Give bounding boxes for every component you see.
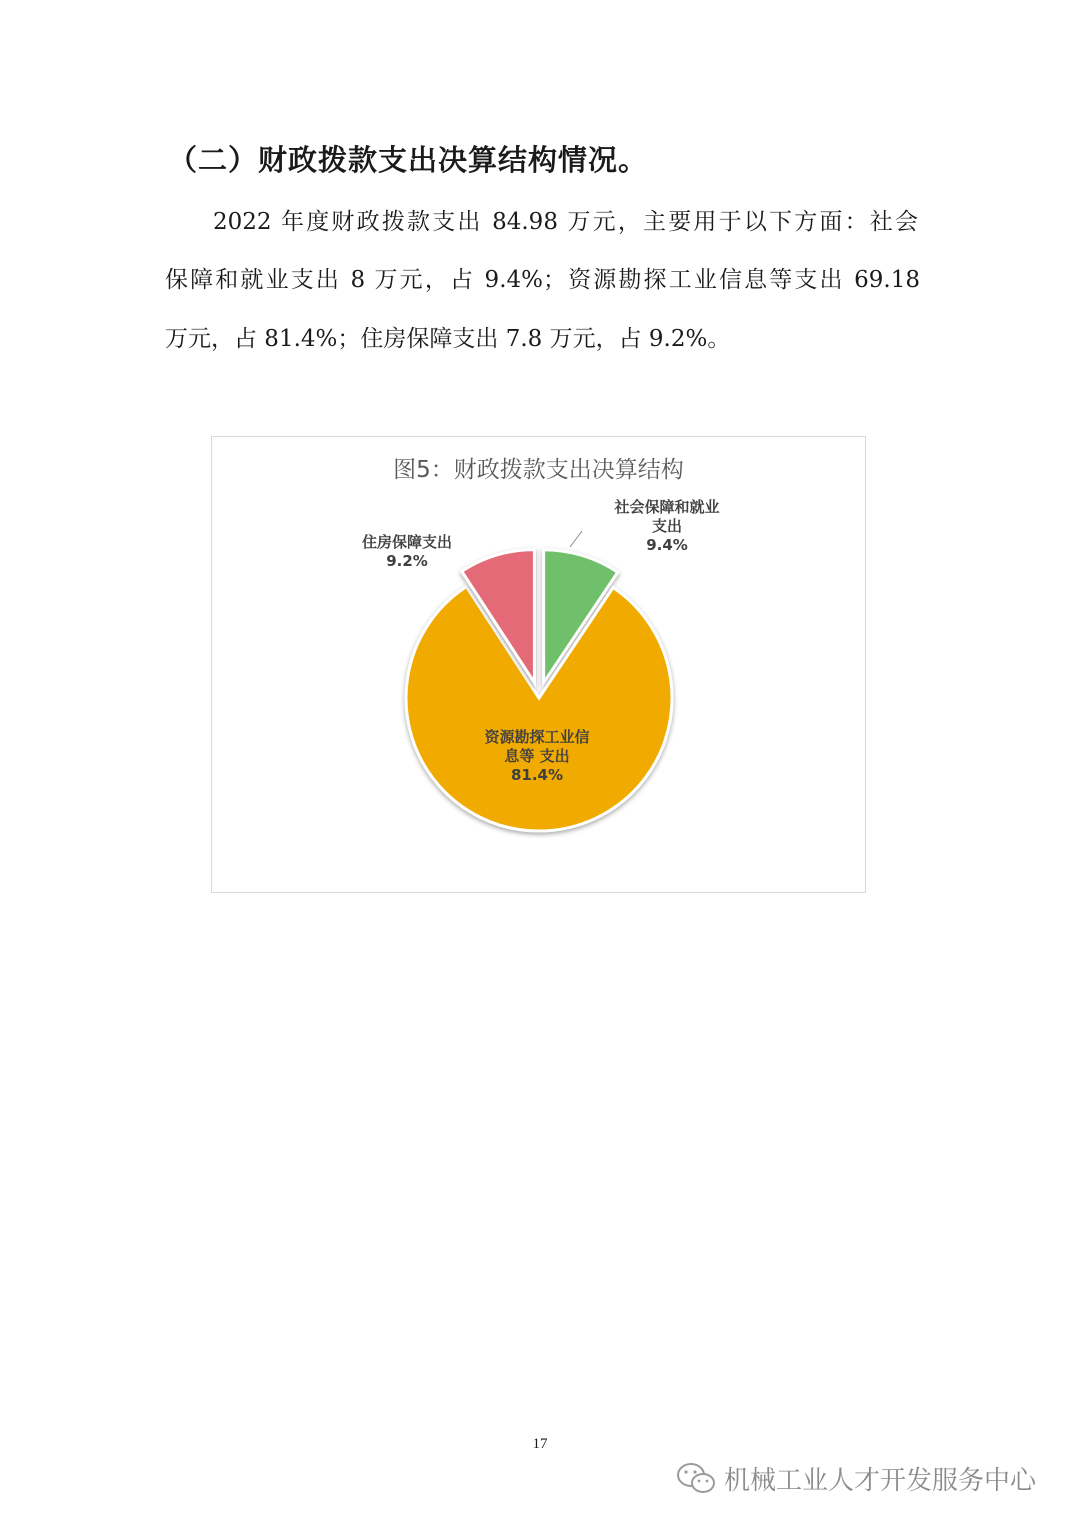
- watermark: [674, 1460, 1036, 1497]
- slice-label-social-security: [592, 498, 742, 555]
- slice-percent: 9.2%: [386, 552, 428, 570]
- slice-label-housing: [342, 533, 472, 571]
- slice-label-line: 住房保障支出: [361, 533, 452, 551]
- slice-percent: 9.4%: [646, 536, 688, 554]
- paragraph-line-3: 万元，占 81.4%；住房保障支出 7.8 万元，占 9.2%。: [165, 326, 731, 352]
- slice-label-line: 资源勘探工业信: [484, 728, 590, 746]
- page-number: 17: [532, 1436, 548, 1452]
- pie-slice-resources: [406, 587, 672, 831]
- leader-line-green: [570, 531, 582, 547]
- pie-chart: [212, 437, 867, 894]
- paragraph-line-2: 保障和就业支出 8 万元，占 9.4%；资源勘探工业信息等支出 69.18: [165, 267, 920, 293]
- watermark-text: 机械工业人才开发服务中心: [724, 1466, 1037, 1496]
- pie-chart-frame: [211, 436, 866, 893]
- chart-title: 图5：财政拨款支出决算结构: [393, 457, 684, 483]
- slice-percent: 81.4%: [510, 766, 564, 784]
- paragraph-line-1: 2022 年度财政拨款支出 84.98 万元，主要用于以下方面：社会: [213, 209, 918, 235]
- slice-label-resources: [472, 728, 602, 785]
- slice-label-line: 社会保障和就业: [614, 498, 720, 516]
- slice-label-line: 息等 支出: [504, 747, 570, 765]
- wechat-icon: [674, 1461, 718, 1497]
- section-heading: （二）财政拨款支出决算结构情况。: [168, 143, 649, 177]
- slice-label-line: 支出: [651, 517, 682, 535]
